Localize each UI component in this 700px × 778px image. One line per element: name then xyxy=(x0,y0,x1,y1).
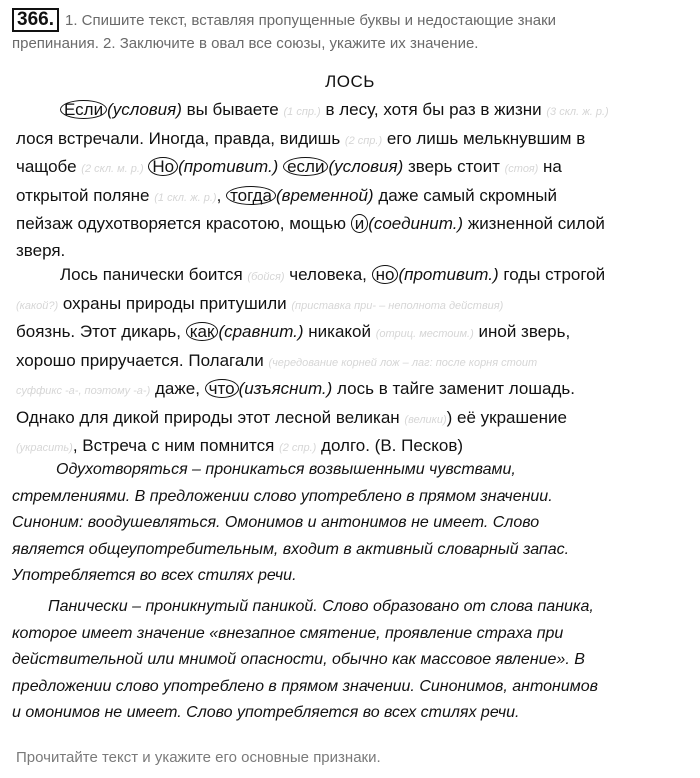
faint-note: (велики) xyxy=(404,413,447,426)
conjunction-note: (сравнит.) xyxy=(218,322,304,341)
conjunction-oval: тогда xyxy=(226,186,276,205)
conjunction-oval: Если xyxy=(60,100,107,119)
conjunction-note: (изъяснит.) xyxy=(238,379,333,398)
def2-line-2: которое имеет значение «внезапное смятение, проявление страха при xyxy=(12,624,564,642)
text-run: иной зверь, xyxy=(473,322,571,341)
conjunction-note: (условия) xyxy=(328,157,404,176)
p1-line-2 xyxy=(16,126,692,155)
def1-line-1 xyxy=(12,457,692,484)
text-run: Одухотворяться – проникаться возвышенными чувствами, xyxy=(56,461,516,478)
text-run: никакой xyxy=(303,322,376,341)
p1-line-5 xyxy=(16,211,692,238)
faint-note: суффикс -а-, поэтому -а-) xyxy=(16,385,151,397)
paragraph-2 xyxy=(16,262,692,462)
def2-line-1 xyxy=(12,594,692,621)
faint-note: (приставка при- – неполнота действия) xyxy=(291,299,504,312)
text-run: ) её украшение xyxy=(446,407,567,427)
definition-panicheski xyxy=(12,594,692,727)
faint-note: (стоя) xyxy=(504,163,539,175)
faint-note: (какой?) xyxy=(16,299,59,312)
definition-odukhotvoryatsya xyxy=(12,457,692,590)
text-run: Однако для дикой природы этот лесной великан xyxy=(16,407,405,427)
def1-line-4: является общеупотребительным, входит в активный словарный запас. xyxy=(12,540,570,558)
faint-note: (бойся) xyxy=(247,271,285,283)
text-run: чащобе xyxy=(16,157,82,176)
task-line-1 xyxy=(12,8,684,32)
faint-note: (3 скл. ж. р.) xyxy=(546,106,609,118)
conjunction-oval: Но xyxy=(148,157,178,176)
conjunction-note: (противит.) xyxy=(398,265,499,284)
paragraph-1 xyxy=(16,97,692,264)
faint-note: (1 скл. ж. р.) xyxy=(154,191,217,204)
conjunction-note: (соединит.) xyxy=(368,214,464,233)
p1-line-1 xyxy=(16,97,692,126)
text-run: пейзаж одухотворяется красотою, мощью xyxy=(16,214,351,233)
text-run: Панически – проникнутый паникой. Слово образовано от слова паника, xyxy=(48,598,594,615)
def2-line-5: и омонимов не имеет. Слово употребляется во всех стилях речи. xyxy=(12,704,520,721)
text-run: открытой поляне xyxy=(16,185,155,205)
p2-line-1 xyxy=(16,262,692,291)
faint-note: (украсить) xyxy=(16,442,73,454)
faint-note: (2 спр.) xyxy=(344,134,383,147)
text-run: зверь стоит xyxy=(403,157,505,176)
conjunction-note: (условия) xyxy=(107,100,182,119)
faint-note: (чередование корней лож – лаг: после корня стоит xyxy=(268,356,538,369)
text-run: боязнь. Этот дикарь, xyxy=(16,322,186,341)
text-run: даже, xyxy=(150,379,205,398)
text-run: в лесу, хотя бы раз в жизни xyxy=(320,100,547,119)
text-run: жизненной силой xyxy=(463,214,605,233)
p2-line-5 xyxy=(16,376,692,405)
p2-line-6 xyxy=(16,405,692,434)
p1-line-6: зверя. xyxy=(16,240,66,260)
p1-line-3 xyxy=(16,154,692,183)
conjunction-oval: что xyxy=(205,379,239,398)
text-run: его лишь мелькнувшим в xyxy=(382,128,586,148)
text-run: Лось панически боится xyxy=(60,265,248,284)
conjunction-note: (противит.) xyxy=(178,157,279,176)
conjunction-note: (временной) xyxy=(275,185,374,205)
p2-line-4 xyxy=(16,348,692,377)
next-task-text: Прочитайте текст и укажите его основные признаки. xyxy=(16,749,381,766)
faint-note: (2 спр.) xyxy=(279,442,317,454)
conjunction-oval: и xyxy=(351,214,369,233)
def1-line-3: Синоним: воодушевляться. Омонимов и антонимов не имеет. Слово xyxy=(12,514,540,531)
def2-line-4: предложении слово употреблено в прямом значении. Синонимов, антонимов xyxy=(12,677,598,695)
conjunction-oval: если xyxy=(283,157,328,176)
text-run: хорошо приручается. Полагали xyxy=(16,350,269,370)
conjunction-oval: как xyxy=(186,322,219,341)
text-run: на xyxy=(538,157,562,176)
faint-note: (2 скл. м. р.) xyxy=(81,163,144,175)
p1-line-4 xyxy=(16,183,692,212)
text-run: вы бываете xyxy=(181,100,284,119)
p2-line-3 xyxy=(16,319,692,348)
task-line-2: препинания. 2. Заключите в овал все союзы, укажите их значение. xyxy=(12,35,479,52)
task-instruction xyxy=(12,8,684,55)
text-run: человека, xyxy=(284,265,372,284)
faint-note: (1 спр.) xyxy=(283,106,321,118)
def1-line-2: стремлениями. В предложении слово употреблено в прямом значении. xyxy=(12,487,553,505)
p2-line-2 xyxy=(16,291,692,320)
def2-line-3: действительной или мнимой опасности, обычно как массовое явление». В xyxy=(12,651,585,668)
task-text-1: 1. Спишите текст, вставляя пропущенные буквы и недостающие знаки xyxy=(64,12,557,29)
text-run: , xyxy=(216,185,227,205)
text-run: долго. (В. Песков) xyxy=(316,436,464,455)
text-run: охраны природы притушили xyxy=(58,293,292,313)
text-title: ЛОСЬ xyxy=(325,72,375,91)
def1-line-5: Употребляется во всех стилях речи. xyxy=(12,567,297,584)
text-run: лося встречали. Иногда, правда, видишь xyxy=(16,128,345,148)
text-run: , Встреча с ним помнится xyxy=(72,436,280,455)
task-number: 366. xyxy=(12,8,59,32)
text-run: даже самый скромный xyxy=(373,185,557,205)
faint-note: (отриц. местоим.) xyxy=(375,328,474,340)
text-run: лось в тайге заменит лошадь. xyxy=(332,379,575,398)
text-run: годы строгой xyxy=(498,265,606,284)
conjunction-oval: но xyxy=(372,265,399,284)
